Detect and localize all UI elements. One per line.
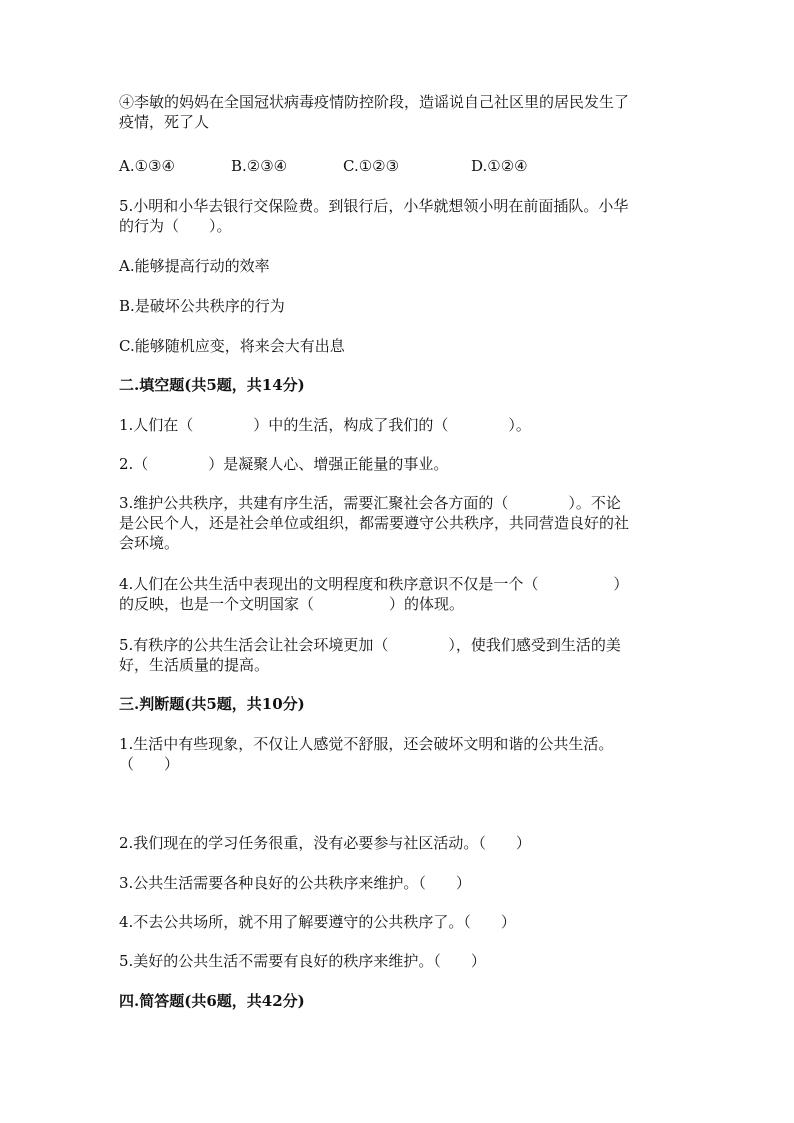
fill-q3-line1: 3.维护公共秩序，共建有序生活，需要汇聚社会各方面的（ ）。不论 [119, 494, 621, 512]
q4-option-a: A.①③④ [119, 157, 175, 175]
q5-line1: 5.小明和小华去银行交保险费。到银行后，小华就想领小明在前面插队。小华 [119, 197, 629, 215]
q5-line2: 的行为（ ）。 [119, 217, 232, 235]
judge-q5: 5.美好的公共生活不需要有良好的秩序来维护。（ ） [119, 952, 486, 970]
section4-heading: 四.简答题(共6题，共42分) [119, 992, 305, 1010]
q4-option-d: D.①②④ [471, 157, 528, 175]
q4-item4-line1: ④李敏的妈妈在全国冠状病毒疫情防控阶段，造谣说自己社区里的居民发生了 [119, 93, 630, 111]
fill-q2: 2.（ ）是凝聚人心、增强正能量的事业。 [119, 455, 449, 473]
q4-option-b: B.②③④ [231, 157, 288, 175]
q5-option-b: B.是破坏公共秩序的行为 [119, 297, 285, 315]
q4-option-c: C.①②③ [343, 157, 400, 175]
judge-q1-line1: 1.生活中有些现象，不仅让人感觉不舒服，还会破坏文明和谐的公共生活。 [119, 735, 614, 753]
fill-q5-line1: 5.有秩序的公共生活会让社会环境更加（ ），使我们感受到生活的美 [119, 636, 621, 654]
q5-option-c: C.能够随机应变，将来会大有出息 [119, 337, 345, 355]
judge-q3: 3.公共生活需要各种良好的公共秩序来维护。（ ） [119, 874, 471, 892]
fill-q3-line3: 会环境。 [119, 534, 180, 552]
fill-q1: 1.人们在（ ）中的生活，构成了我们的（ ）。 [119, 416, 531, 434]
section3-heading: 三.判断题(共5题，共10分) [119, 695, 305, 713]
fill-q3-line2: 是公民个人，还是社会单位或组织，都需要遵守公共秩序，共同营造良好的社 [119, 514, 630, 532]
section2-heading: 二.填空题(共5题，共14分) [119, 376, 305, 394]
judge-q1-line2: （ ） [119, 755, 180, 773]
judge-q4: 4.不去公共场所，就不用了解要遵守的公共秩序了。（ ） [119, 913, 516, 931]
fill-q4-line1: 4.人们在公共生活中表现出的文明程度和秩序意识不仅是一个（ ） [119, 575, 629, 593]
judge-q2: 2.我们现在的学习任务很重，没有必要参与社区活动。（ ） [119, 834, 531, 852]
fill-q5-line2: 好，生活质量的提高。 [119, 656, 270, 674]
q4-item4-line2: 疫情，死了人 [119, 113, 210, 131]
q5-option-a: A.能够提高行动的效率 [119, 257, 270, 275]
fill-q4-line2: 的反映，也是一个文明国家（ ）的体现。 [119, 595, 465, 613]
